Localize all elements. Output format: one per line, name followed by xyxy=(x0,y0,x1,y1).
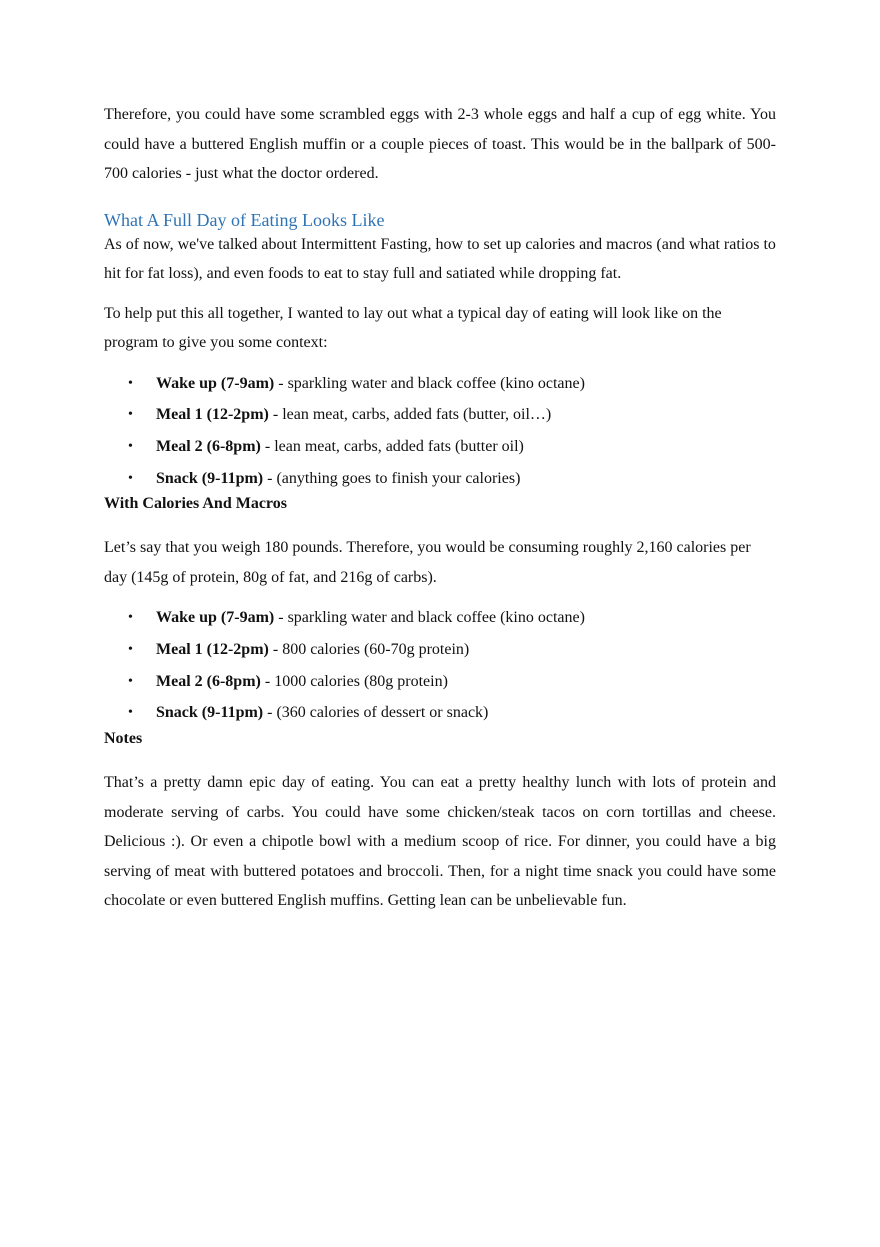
bullet-icon: • xyxy=(128,610,133,626)
bullet-icon: • xyxy=(128,673,133,689)
list-item-text: - (360 calories of dessert or snack) xyxy=(263,704,489,722)
section-heading: What A Full Day of Eating Looks Like xyxy=(104,209,385,230)
paragraph-overview: As of now, we've talked about Intermittent Fasting, how to set up calories and macros (and what ratios to hit for fat loss), and even foods to eat to stay full and satiated while dropping fat. xyxy=(104,235,776,282)
bullet-icon: • xyxy=(128,705,133,721)
list-item xyxy=(104,602,776,634)
list-item-text: - 1000 calories (80g protein) xyxy=(260,672,448,690)
document-page xyxy=(104,100,776,916)
list-item-text: - lean meat, carbs, added fats (butter, oil…) xyxy=(268,406,552,424)
list-item xyxy=(104,634,776,666)
list-item-text: - sparkling water and black coffee (kino octane) xyxy=(274,374,585,392)
paragraph-context: To help put this all together, I wanted to lay out what a typical day of eating will look like on the program to give you some context: xyxy=(104,304,722,351)
list-item-label: Meal 1 (12-2pm) xyxy=(156,406,269,424)
notes-paragraph: That’s a pretty damn epic day of eating. You can eat a pretty healthy lunch with lots of protein and moderate serving of carbs. You could have some chicken/steak tacos on corn tortillas and cheese. Delicious :). Or even a chipotle bowl with a medium scoop of rice. For dinner, you could have a big serving of meat with buttered potatoes and broccoli. Then, for a night time snack you could have some chocolate or even buttered English muffins. Getting lean can be unbelievable fun. xyxy=(104,774,776,910)
list-item-text: - 800 calories (60-70g protein) xyxy=(268,641,470,659)
bullet-icon: • xyxy=(128,642,133,658)
list-item xyxy=(104,463,776,495)
list-item-label: Meal 1 (12-2pm) xyxy=(156,641,269,659)
list-item-label: Meal 2 (6-8pm) xyxy=(156,437,261,455)
list-item-text: - lean meat, carbs, added fats (butter oil) xyxy=(260,437,524,455)
list-item-label: Meal 2 (6-8pm) xyxy=(156,672,261,690)
list-item xyxy=(104,666,776,698)
list-item-label: Wake up (7-9am) xyxy=(156,374,275,392)
bullet-icon: • xyxy=(128,470,133,486)
subheading-notes: Notes xyxy=(104,730,143,748)
subheading-calories-macros: With Calories And Macros xyxy=(104,495,287,513)
schedule-list xyxy=(104,368,776,495)
macros-list xyxy=(104,602,776,729)
list-item xyxy=(104,697,776,729)
list-item xyxy=(104,399,776,431)
bullet-icon: • xyxy=(128,375,133,391)
bullet-icon: • xyxy=(128,438,133,454)
list-item xyxy=(104,368,776,400)
list-item-label: Snack (9-11pm) xyxy=(156,704,264,722)
intro-paragraph: Therefore, you could have some scrambled eggs with 2-3 whole eggs and half a cup of egg white. You could have a buttered English muffin or a couple pieces of toast. This would be in the ballpark of 500-700 calories - just what the doctor ordered. xyxy=(104,106,776,182)
bullet-icon: • xyxy=(128,407,133,423)
list-item-text: - sparkling water and black coffee (kino octane) xyxy=(274,609,585,627)
list-item-label: Wake up (7-9am) xyxy=(156,609,275,627)
paragraph-weight-example: Let’s say that you weigh 180 pounds. Therefore, you would be consuming roughly 2,160 calories per day (145g of protein, 80g of fat, and 216g of carbs). xyxy=(104,539,751,586)
list-item xyxy=(104,431,776,463)
list-item-label: Snack (9-11pm) xyxy=(156,469,264,487)
list-item-text: - (anything goes to finish your calories) xyxy=(263,469,521,487)
